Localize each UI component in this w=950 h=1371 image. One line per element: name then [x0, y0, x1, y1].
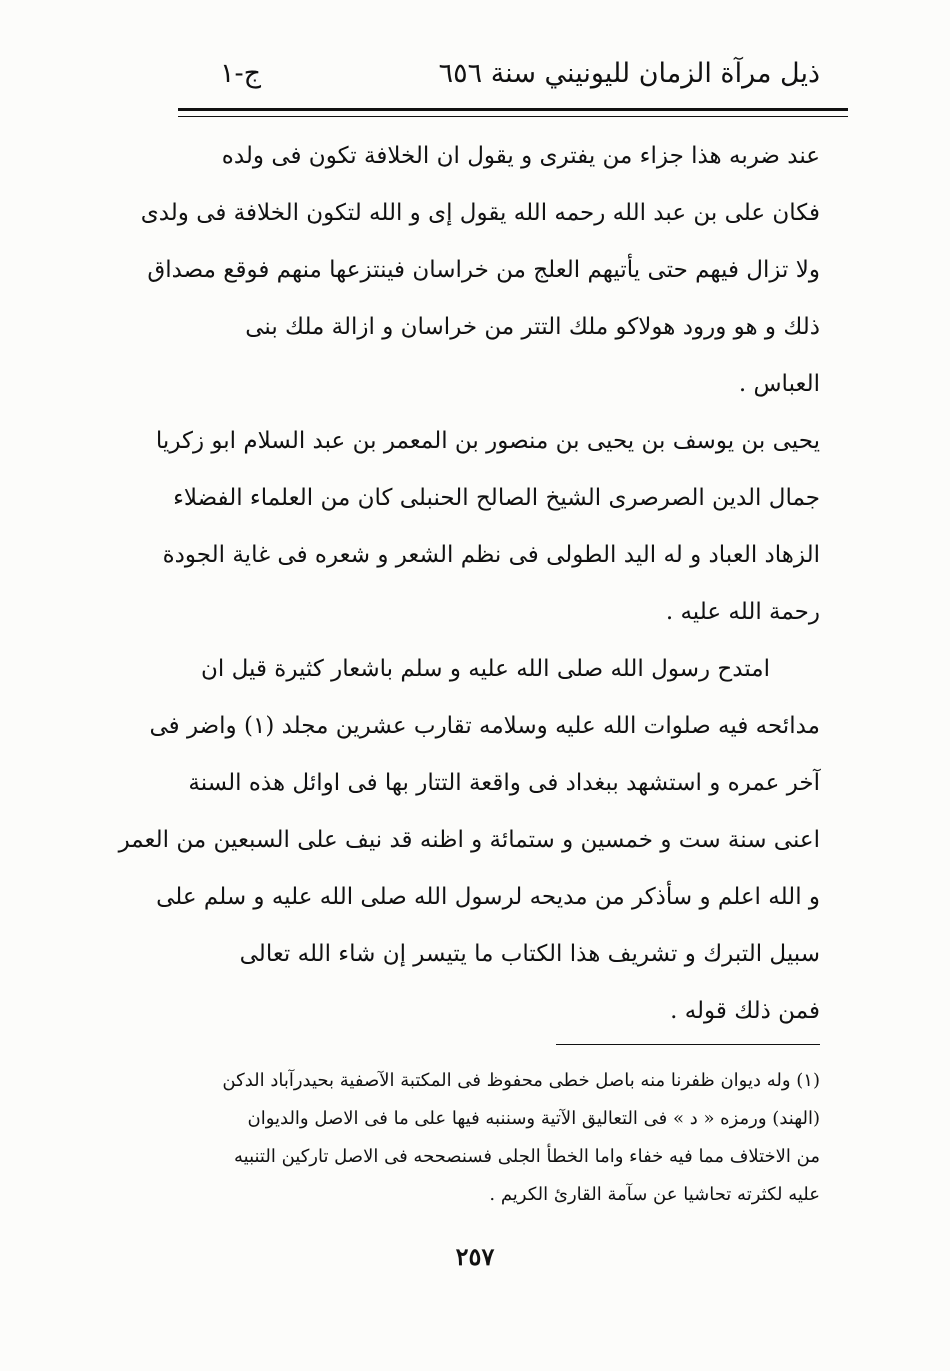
text-line: سبيل التبرك و تشريف هذا الكتاب ما يتيسر إن شاء الله تعالى [239, 941, 820, 967]
text-line: رحمة الله عليه . [665, 599, 820, 625]
header-rule-thick [178, 108, 848, 111]
footnote-line: (١) وله ديوان ظفرنا منه باصل خطى محفوظ فى المكتبة الآصفية بحيدرآباد الدكن [222, 1070, 820, 1091]
text-line: الزهاد العباد و له اليد الطولى فى نظم الشعر و شعره فى غاية الجودة [162, 542, 820, 568]
header-title: ذيل مرآة الزمان لليونيني سنة ٦٥٦ [438, 58, 820, 89]
text-line: عند ضربه هذا جزاء من يفترى و يقول ان الخلافة تكون فى ولده [221, 143, 820, 169]
text-line: فمن ذلك قوله . [670, 998, 820, 1024]
text-line: ولا تزال فيهم حتى يأتيهم العلج من خراسان فينتزعها منهم فوقع مصداق [147, 257, 820, 283]
text-line: امتدح رسول الله صلى الله عليه و سلم باشعار كثيرة قيل ان [201, 656, 770, 682]
header-volume: ج-١ [220, 58, 262, 89]
text-line: و الله اعلم و سأذكر من مديحه لرسول الله صلى الله عليه و سلم على [156, 884, 820, 910]
text-line: اعنى سنة ست و خمسين و ستمائة و اظنه قد نيف على السبعين من العمر [118, 827, 820, 853]
footnote-line: (الهند) ورمزه « د » فى التعاليق الآتية وسننبه فيها على ما فى الاصل والديوان [247, 1108, 820, 1129]
text-line: يحيى بن يوسف بن يحيى بن منصور بن المعمر بن عبد السلام ابو زكريا [155, 428, 820, 454]
page-number: ٢٥٧ [455, 1242, 495, 1271]
header-rule-thin [178, 116, 848, 117]
text-line: ذلك و هو ورود هولاكو ملك التتر من خراسان و ازالة ملك بنى [245, 314, 820, 340]
footnote-line: من الاختلاف مما فيه خفاء واما الخطأ الجلى فسنصححه فى الاصل تاركين التنبيه [233, 1146, 820, 1167]
text-line: العباس . [738, 371, 820, 397]
running-header [180, 52, 820, 102]
text-line: جمال الدين الصرصرى الشيخ الصالح الحنبلى كان من العلماء الفضلاء [173, 485, 820, 511]
text-line: مدائحه فيه صلوات الله عليه وسلامه تقارب عشرين مجلد (١) واضر فى [149, 713, 820, 739]
main-text [118, 128, 820, 1040]
text-line: آخر عمره و استشهد ببغداد فى واقعة التتار بها فى اوائل هذه السنة [188, 770, 820, 796]
text-line: فكان على بن عبد الله رحمه الله يقول إى و الله لتكون الخلافة فى ولدى [140, 200, 820, 226]
footnote-rule [556, 1044, 820, 1045]
footnote-line: عليه لكثرته تحاشيا عن سآمة القارئ الكريم . [489, 1184, 820, 1205]
footnotes [178, 1062, 820, 1214]
